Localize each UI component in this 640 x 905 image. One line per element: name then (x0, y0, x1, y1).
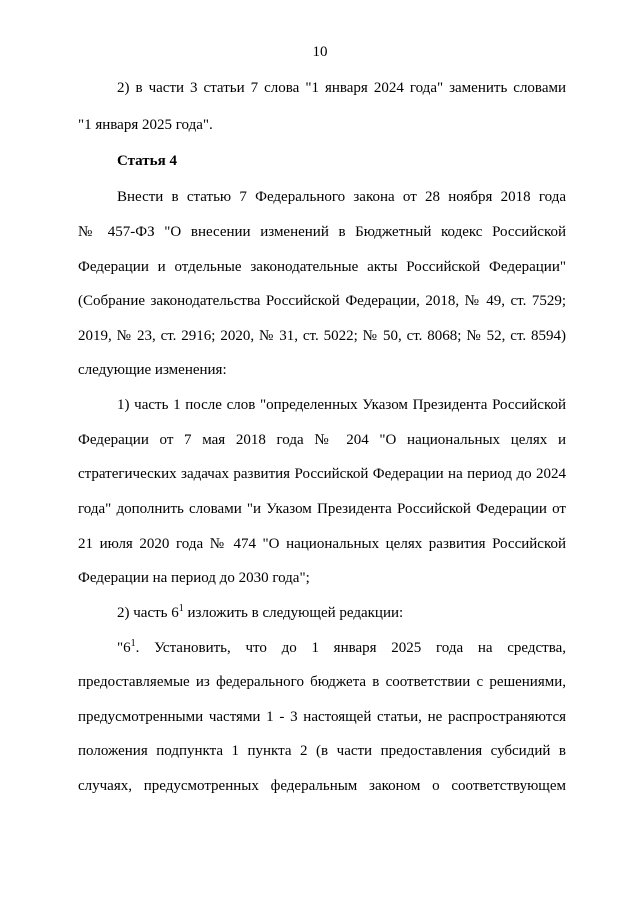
amendment-2-line-1: 2) в части 3 статьи 7 слова "1 января 2024 года" заменить словами (117, 80, 566, 96)
item-2-line (117, 604, 566, 622)
article-intro-line: Федерации и отдельные законодательные акты Российской Федерации" (78, 259, 566, 275)
article-intro-line: следующие изменения: (78, 362, 227, 378)
item-1-line: стратегических задачах развития Российской Федерации на период до 2024 (78, 466, 566, 482)
quote-line: положения подпункта 1 пункта 2 (в части предоставления субсидий в (78, 743, 566, 759)
item-2-superscript: 1 (178, 603, 184, 614)
item-2-prefix: 2) часть 6 (117, 605, 179, 621)
item-1-line: 21 июля 2020 года № 474 "О национальных целях развития Российской (78, 536, 566, 552)
item-1-line: Федерации от 7 мая 2018 года № 204 "О национальных целях и (78, 432, 566, 448)
quote-line: предоставляемые из федерального бюджета в соответствии с решениями, (78, 674, 566, 690)
article-intro-line: (Собрание законодательства Российской Федерации, 2018, № 49, ст. 7529; (78, 293, 566, 309)
article-intro-line: № 457-ФЗ "О внесении изменений в Бюджетный кодекс Российской (78, 224, 566, 240)
article-intro-line: 2019, № 23, ст. 2916; 2020, № 31, ст. 5022; № 50, ст. 8068; № 52, ст. 8594) (78, 328, 566, 344)
item-1-line: Федерации на период до 2030 года"; (78, 570, 310, 586)
quote-line: предусмотренными частями 1 - 3 настоящей статьи, не распространяются (78, 709, 566, 725)
item-1-line: года" дополнить словами "и Указом Президента Российской Федерации от (78, 501, 566, 517)
quote-superscript: 1 (130, 638, 136, 649)
article-heading: Статья 4 (117, 153, 177, 169)
quote-first-suffix: . Установить, что до 1 января 2025 года на средства, (135, 640, 566, 656)
amendment-2-line-2: "1 января 2025 года". (78, 117, 213, 133)
item-2-suffix: изложить в следующей редакции: (183, 605, 404, 621)
page-number: 10 (312, 44, 328, 60)
quote-first-line (117, 639, 566, 657)
item-1-line: 1) часть 1 после слов "определенных Указом Президента Российской (117, 397, 566, 413)
quote-prefix: "6 (117, 640, 131, 656)
quote-line: случаях, предусмотренных федеральным законом о соответствующем (78, 778, 566, 794)
article-intro-line: Внести в статью 7 Федерального закона от 28 ноября 2018 года (117, 189, 566, 205)
